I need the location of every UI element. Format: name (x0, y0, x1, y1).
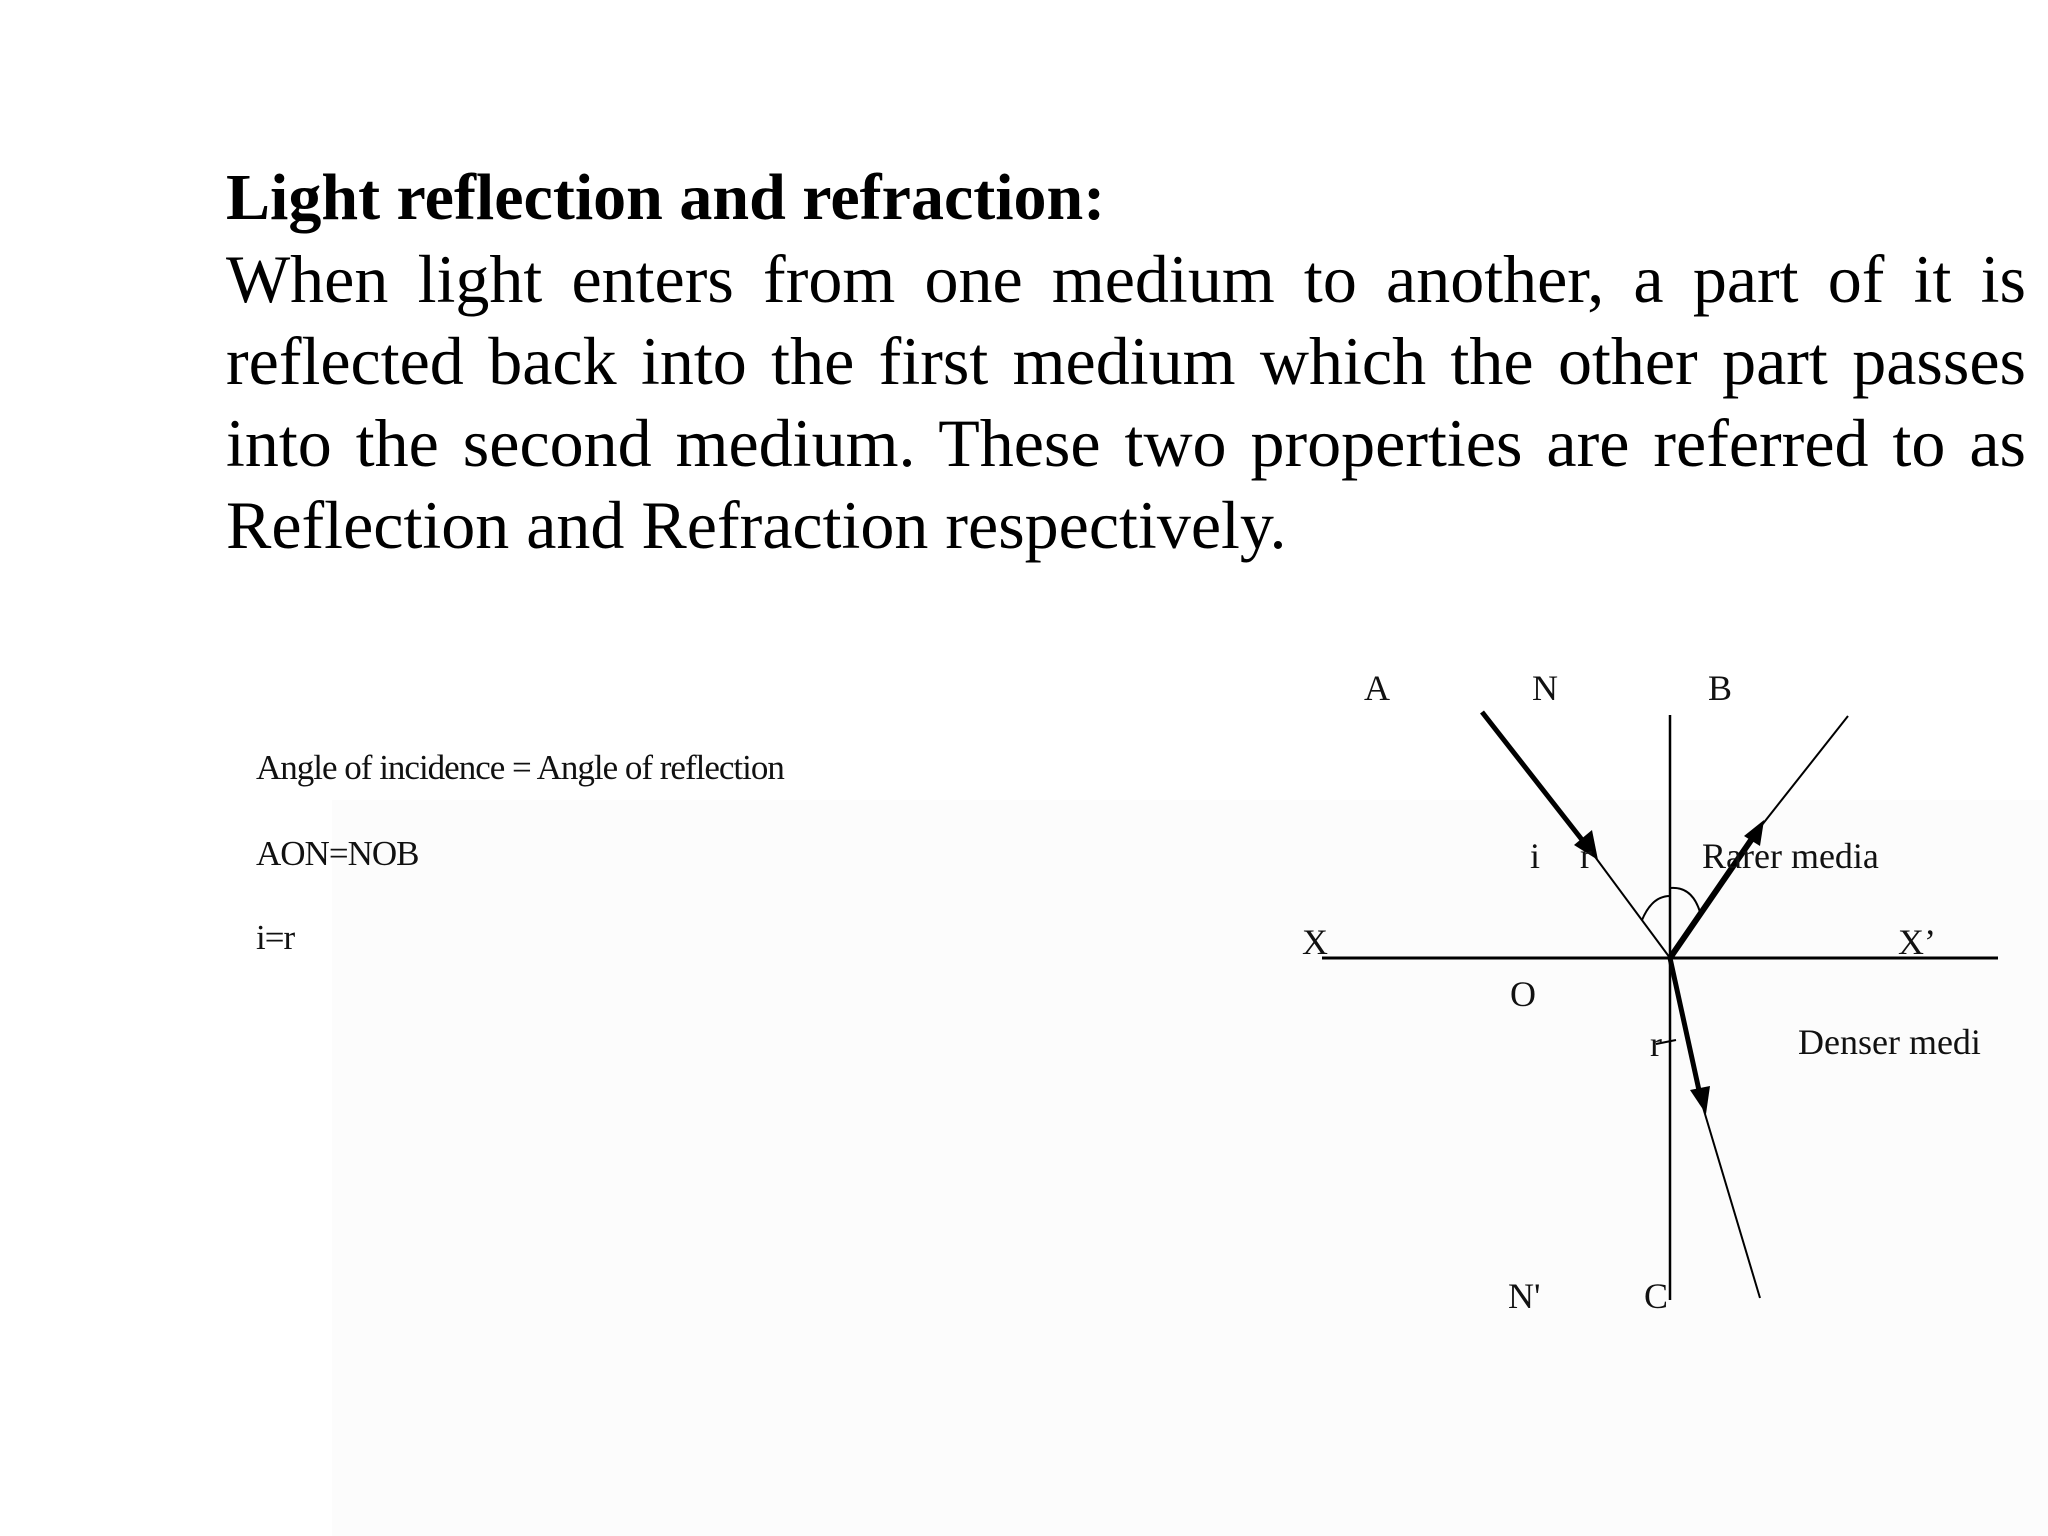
label-denser-media: Denser medi (1798, 1022, 1981, 1062)
reflected-ray-thin (1758, 716, 1848, 830)
label-o: O (1510, 974, 1536, 1014)
incident-ray (1482, 712, 1590, 850)
slide-body-text: When light enters from one medium to another, a part of it is reflected back into the first medium which the other part passes into the second medium. These two properties are referred to as Reflection and Refraction respectively. (226, 241, 2026, 563)
angle-arc-incidence (1642, 896, 1670, 920)
slide-title: Light reflection and refraction: (226, 161, 1106, 234)
label-a: A (1364, 668, 1390, 708)
label-x-prime: X’ (1898, 922, 1936, 962)
refracted-ray-thick (1670, 958, 1702, 1104)
label-c: C (1644, 1276, 1669, 1316)
refracted-arrow-icon (1690, 1086, 1710, 1114)
label-rarer-media: Rarer media (1702, 836, 1879, 876)
label-n: N (1532, 668, 1558, 708)
label-n-prime: N' (1508, 1276, 1541, 1316)
note-angle-equality: Angle of incidence = Angle of reflection (256, 748, 784, 787)
note-i-equals-r: i=r (256, 918, 295, 957)
label-i: i (1530, 836, 1541, 876)
label-r-reflection: r (1580, 836, 1592, 876)
label-x: X (1302, 922, 1328, 962)
label-r-refraction: r (1650, 1024, 1662, 1064)
label-b: B (1708, 668, 1733, 708)
refracted-ray-thin (1702, 1104, 1760, 1298)
angle-arc-reflection (1670, 888, 1700, 912)
incident-ray-continuation (1590, 850, 1670, 958)
note-aon-nob: AON=NOB (256, 834, 419, 873)
